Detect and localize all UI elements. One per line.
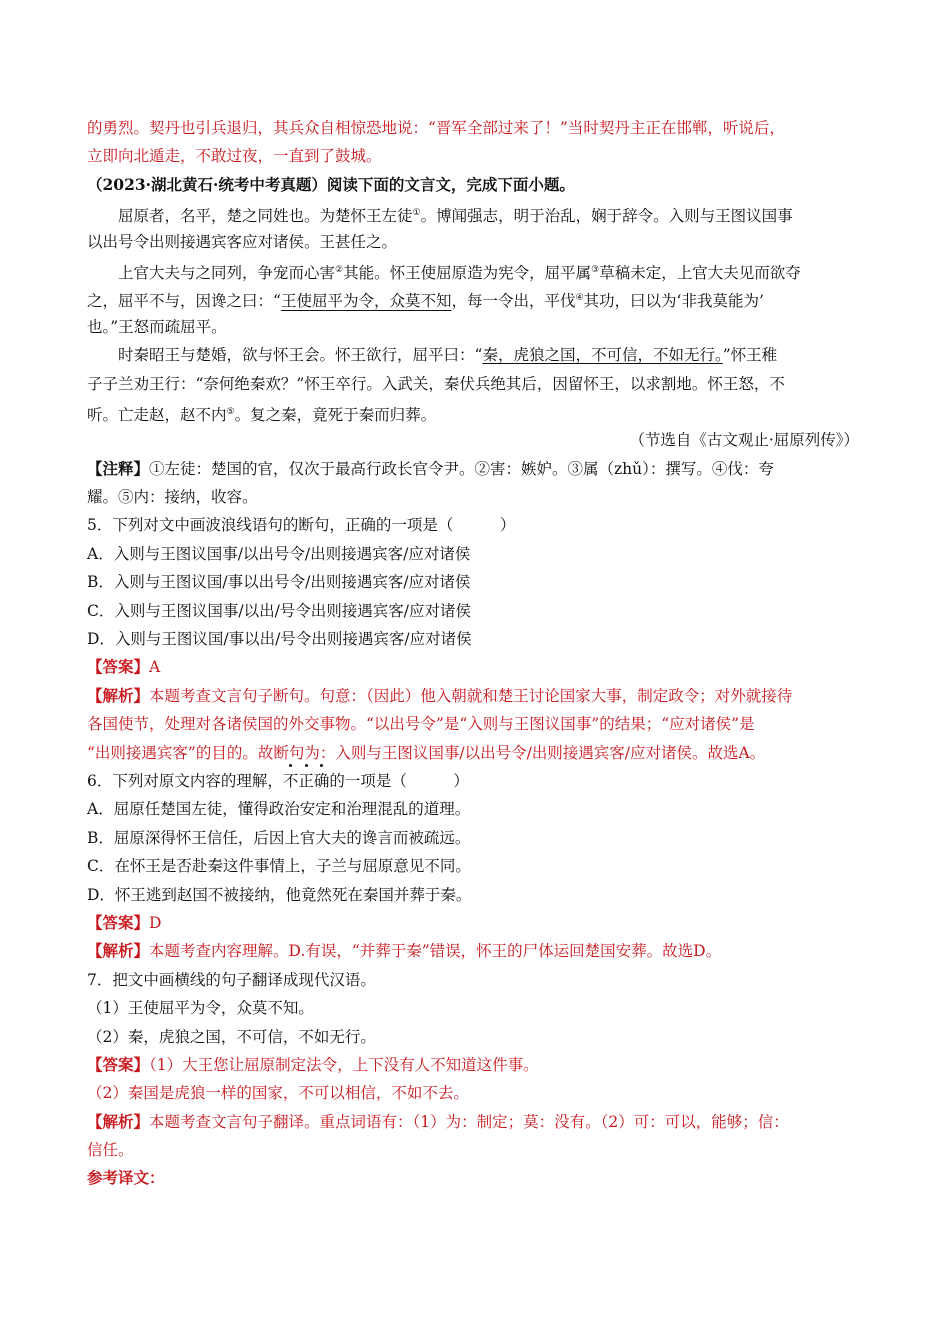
- q5-stem: 5．下列对文中画波浪线语句的断句，正确的一项是（ ）: [87, 516, 516, 535]
- underlined-sentence-2: 秦，虎狼之国，不可信，不如无行。: [482, 346, 723, 365]
- analysis-label: 【解析】: [87, 1111, 150, 1131]
- passage-p2-line-2: 之，屈平不与，因谗之曰：“王使屈平为令，众莫不知，每一令出，平伐④其功，曰以为‘非我莫能为’: [87, 292, 764, 311]
- passage-p1-line-1: 屈原者，名平，楚之同姓也。为楚怀王左徒①。博闻强志，明于治乱，娴于辞令。入则与王图议国事: [118, 207, 793, 226]
- q7-answer-2: （2）秦国是虎狼一样的国家，不可以相信，不如不去。: [87, 1084, 469, 1103]
- q7-item-1: （1）王使屈平为令，众莫不知。: [87, 999, 314, 1018]
- q6-option-c: C．在怀王是否赴秦这件事情上，子兰与屈原意见不同。: [87, 857, 471, 876]
- reference-translation-label: 参考译文：: [87, 1168, 165, 1188]
- footnote-mark: ⑤: [226, 406, 235, 417]
- underlined-sentence-1: 王使屈平为令，众莫不知: [280, 292, 452, 311]
- q6-option-b: B．屈原深得怀王信任，后因上官大夫的谗言而被疏远。: [87, 828, 471, 847]
- q5-analysis-line-2: 各国使节，处理对各诸侯国的外交事物。“以出号令”是“入则与王图议国事”的结果；“应对诸侯”是: [87, 715, 755, 734]
- footnote-mark: ③: [591, 264, 600, 275]
- q6-stem: 6．下列对原文内容的理解，不正确的一项是（ ）: [87, 767, 861, 795]
- answer-label: 【答案】: [87, 1054, 150, 1074]
- notes-line-2: 耀。⑤内：接纳，收容。: [87, 488, 258, 507]
- answer-label: 【答案】: [87, 657, 150, 677]
- q7-stem: 7．把文中画横线的句子翻译成现代汉语。: [87, 970, 376, 989]
- footnote-mark: ①: [412, 208, 421, 219]
- answer-label: 【答案】: [87, 912, 150, 932]
- passage-p1-line-2: 以出号令出则接遇宾客应对诸侯。王甚任之。: [87, 232, 398, 251]
- q5-option-b: B．入则与王图议国/事以出号令/出则接遇宾客/应对诸侯: [87, 573, 471, 592]
- passage-heading: （2023·湖北黄石·统考中考真题）阅读下面的文言文，完成下面小题。: [87, 174, 575, 194]
- passage-p2-line-1: 上官大夫与之同列，争宠而心害②其能。怀王使屈原造为宪令，屈平属③草稿未定，上官大夫见而欲夺: [118, 264, 801, 283]
- passage-p3-line-1: 时秦昭王与楚婚，欲与怀王会。怀王欲行，屈平曰：“秦，虎狼之国，不可信，不如无行。”怀王稚: [118, 346, 778, 365]
- analysis-label: 【解析】: [87, 685, 150, 705]
- footnote-mark: ②: [335, 264, 344, 275]
- analysis-label: 【解析】: [87, 941, 150, 961]
- passage-source: （节选自《古文观止·屈原列传》）: [629, 431, 859, 450]
- q5-answer: 【答案】A: [87, 657, 161, 677]
- intro-line-2: 立即向北遁走，不敢过夜，一直到了鼓城。: [87, 147, 382, 166]
- q5-option-c: C．入则与王图议国事/以出/号令出则接遇宾客/应对诸侯: [87, 601, 472, 620]
- q7-answer-1: 【答案】（1）大王您让屈原制定法令，上下没有人不知道这件事。: [87, 1054, 539, 1074]
- q6-analysis: 【解析】本题考查内容理解。D.有误，“并葬于秦”错误，怀王的尸体运回楚国安葬。故选D。: [87, 941, 722, 961]
- passage-p2-line-3: 也。”王怒而疏屈平。: [87, 317, 227, 336]
- notes-label: 【注释】: [87, 458, 150, 478]
- q5-option-a: A．入则与王图议国事/以出号令/出则接遇宾客/应对诸侯: [87, 544, 471, 563]
- q6-option-a: A．屈原任楚国左徒，懂得政治安定和治理混乱的道理。: [87, 800, 471, 819]
- intro-line-1: 的勇烈。契丹也引兵退归，其兵众自相惊恐地说：“晋军全部过来了！”当时契丹主正在邯郸，听说后，: [87, 119, 785, 137]
- q6-option-d: D．怀王逃到赵国不被接纳，他竟然死在秦国并葬于秦。: [87, 885, 472, 904]
- passage-p3-line-3: 听。亡走赵，赵不内⑤。复之秦，竟死于秦而归葬。: [87, 406, 437, 425]
- q5-option-d: D．入则与王图议国/事以出/号令出则接遇宾客/应对诸侯: [87, 630, 472, 649]
- q5-analysis-line-1: 【解析】本题考查文言句子断句。句意：（因此）他入朝就和楚王讨论国家大事，制定政令；对外就接待: [87, 685, 793, 705]
- emphasis-dot-char: 确: [314, 767, 330, 795]
- q5-analysis-line-3: “出则接遇宾客”的目的。故断句为：入则与王图议国事/以出号令/出则接遇宾客/应对诸侯。故选A。: [87, 743, 766, 762]
- q7-analysis-line-1: 【解析】本题考查文言句子翻译。重点词语有：（1）为：制定；莫：没有。（2）可：可以，能够；信：: [87, 1111, 789, 1131]
- document-page: [87, 114, 861, 1193]
- q7-item-2: （2）秦，虎狼之国，不可信，不如无行。: [87, 1027, 376, 1046]
- q6-answer: 【答案】D: [87, 912, 162, 932]
- notes-line-1: 【注释】①左徒：楚国的官，仅次于最高行政长官令尹。②害：嫉妒。③属（zhǔ）：撰写。④伐：夸: [87, 458, 774, 478]
- emphasis-dot-char: 正: [298, 767, 314, 795]
- emphasis-dot-char: 不: [283, 767, 299, 795]
- footnote-mark: ④: [575, 293, 584, 304]
- q7-analysis-line-2: 信任。: [87, 1141, 134, 1160]
- passage-p3-line-2: 子子兰劝王行：“奈何绝秦欢？”怀王卒行。入武关，秦伏兵绝其后，因留怀王，以求割地。怀王怒，不: [87, 374, 785, 393]
